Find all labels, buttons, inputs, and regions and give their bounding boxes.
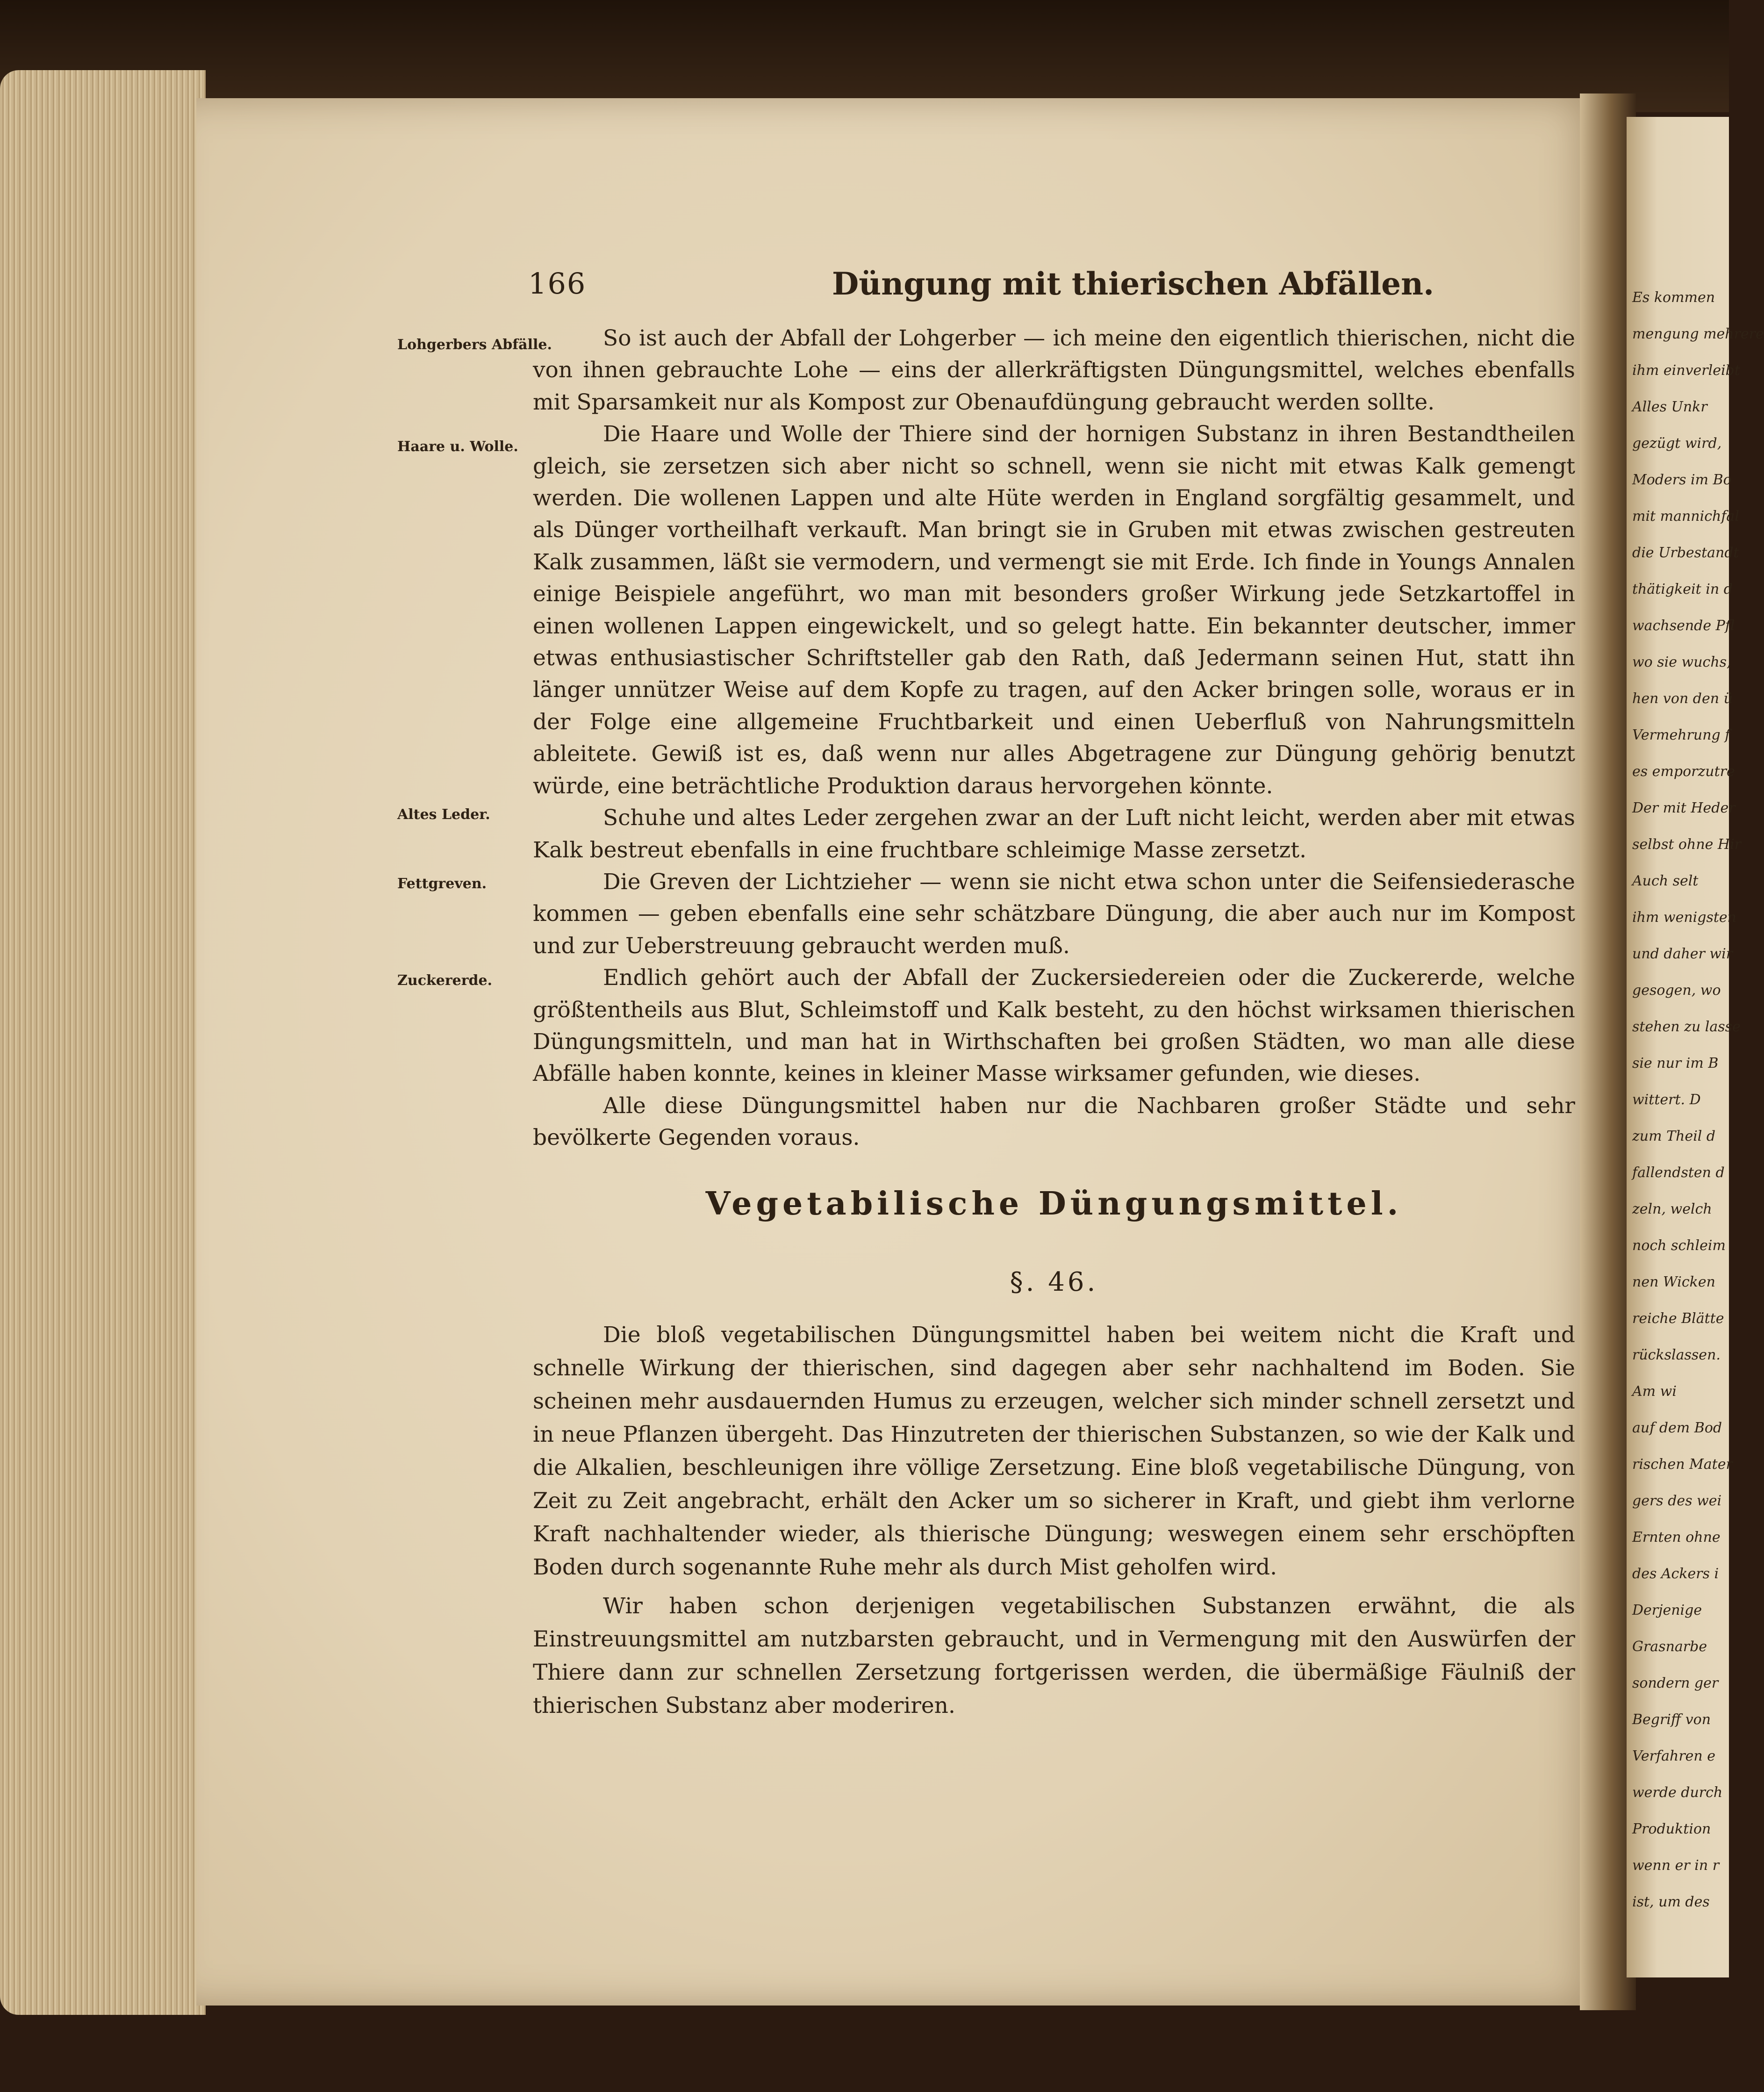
right-page-line: gers des wei — [1632, 1493, 1722, 1509]
right-page-line: rückslassen. — [1632, 1347, 1721, 1363]
right-page-line: gezügt wird, — [1632, 435, 1722, 452]
right-page-line: wenn er in r — [1632, 1857, 1720, 1874]
right-page-line: wo sie wuchs, — [1632, 654, 1731, 670]
right-page-line: sie nur im B — [1632, 1055, 1719, 1071]
right-page-line: Moders im Bo — [1632, 472, 1732, 488]
right-page-line: auf dem Bod — [1632, 1420, 1722, 1436]
paragraph-einstreuung: Wir haben schon derjenigen vegetabilischen Substanzen erwähnt, die als Einstreuungsmittel am nutzbarsten gebraucht, und in Vermengung mit den Auswürfen der Thiere dann zur schnellen Zersetzung fortgerissen werden, die übermäßige Fäulniß der thierischen Substanz aber moderiren. — [533, 1593, 1575, 1718]
right-page-line: selbst ohne Hir — [1632, 836, 1742, 853]
right-page-line: ist, um des — [1632, 1894, 1710, 1910]
right-page-line: hen von den ü — [1632, 690, 1733, 707]
paragraph-vegetabilisch: Die bloß vegetabilischen Düngungsmittel haben bei weitem nicht die Kraft und schnelle Wirkung der thierischen, sind dagegen aber sehr nachhaltend im Boden. Sie scheinen mehr ausdauernden Humus zu erzeugen, welcher sich minder schnell zersetzt und in neue Pflanzen übergeht. Das Hinzutreten der thierischen Substanzen, so wie der Kalk und die Alkalien, beschleunigen ihre völlige Zersetzung. Eine bloß vegetabilische Düngung, von Zeit zu Zeit angebracht, erhält den Acker um so sicherer in Kraft, und giebt ihm verlorne Kraft nachhaltender wieder, als thierische Düngung; weswegen einem sehr erschöpften Boden durch sogenannte Ruhe mehr als durch Mist geholfen wird. — [533, 1322, 1575, 1580]
right-page-line: und daher wir — [1632, 946, 1733, 962]
running-head: Düngung mit thierischen Abfällen. — [832, 266, 1434, 302]
page-edges — [0, 70, 206, 2015]
paragraph-altes-leder: Schuhe und altes Leder zergehen zwar an der Luft nicht leicht, werden aber mit etwas Kalk bestreut ebenfalls in eine fruchtbare schleimige Masse zersetzt. — [533, 805, 1575, 863]
right-page-line: Produktion — [1632, 1821, 1711, 1837]
right-page-line: fallendsten d — [1632, 1165, 1725, 1181]
right-page-line: die Urbestandt — [1632, 545, 1739, 561]
section-title: Vegetabilische Düngungsmittel. — [705, 1185, 1403, 1222]
right-page-line: es emporzutre — [1632, 763, 1735, 780]
right-page-line: ihm einverleibt — [1632, 362, 1740, 379]
margin-note-zuckererde: Zuckererde. — [397, 972, 493, 989]
right-page-line: Derjenige — [1632, 1602, 1702, 1618]
right-page-line: sondern ger — [1632, 1675, 1719, 1691]
margin-note-haare: Haare u. Wolle. — [397, 439, 518, 455]
right-page-line: wittert. D — [1632, 1092, 1701, 1108]
right-page-fragment — [1627, 117, 1764, 1977]
right-page-line: Grasnarbe — [1632, 1639, 1707, 1655]
body-text-bottom — [533, 1318, 1575, 1722]
right-page-line: wachsende Pfl — [1632, 618, 1735, 634]
right-page-line: ihm wenigsten — [1632, 909, 1736, 926]
right-page-line: Begriff von — [1632, 1711, 1711, 1728]
paragraph-zuckererde: Endlich gehört auch der Abfall der Zuckersiedereien oder die Zuckererde, welche größtentheils aus Blut, Schleimstoff und Kalk besteht, zu den höchst wirksamen thierischen Düngungsmitteln, und man hat in Wirthschaften bei großen Städten, wo man alle diese Abfälle haben konnte, keines in kleiner Masse wirksamer gefunden, wie dieses. — [533, 965, 1575, 1087]
right-page-line: Vermehrung f — [1632, 727, 1730, 743]
right-page-line: zeln, welch — [1632, 1201, 1712, 1217]
paragraph-lohgerber: So ist auch der Abfall der Lohgerber — ich meine den eigentlich thierischen, nicht die von ihnen gebrauchte Lohe — eins der allerkräftigsten Düngungsmittel, welches ebenfalls mit Sparsamkeit nur als Kompost zur Obenaufdüngung gebraucht werden sollte. — [533, 325, 1575, 415]
paragraph-haare-wolle: Die Haare und Wolle der Thiere sind der hornigen Substanz in ihren Bestandtheilen gleich, sie zersetzen sich aber nicht so schnell, wenn sie nicht mit etwas Kalk gemengt werden. Die wollenen Lappen und alte Hüte werden in England sorgfältig gesammelt, und als Dünger vortheilhaft verkauft. Man bringt sie in Gruben mit etwas zwischen gestreuten Kalk zusammen, läßt sie vermodern, und vermengt sie mit Erde. Ich finde in Youngs Annalen einige Beispiele angeführt, wo man mit besonders großer Wirkung jede Setzkartoffel in einen wollenen Lappen eingewickelt, und so gelegt hatte. Ein bekannter deutscher, immer etwas enthusiastischer Schriftsteller gab den Rath, daß Jedermann seinen Hut, statt ihn länger unnützer Weise auf dem Kopfe zu tragen, auf den Acker bringen solle, woraus er in der Folge eine allgemeine Fruchtbarkeit und einen Ueberfluß von Nahrungsmitteln ableitete. Gewiß ist es, daß wenn nur alles Abgetragene zur Düngung gehörig benutzt würde, eine beträchtliche Produktion daraus hervorgehen könnte. — [533, 421, 1575, 799]
right-page-line: Verfahren e — [1632, 1748, 1716, 1764]
right-page-line: noch schleim — [1632, 1237, 1726, 1254]
right-page-line: werde durch — [1632, 1784, 1723, 1801]
margin-note-fettgreven: Fettgreven. — [397, 876, 487, 892]
right-page-line: zum Theil d — [1632, 1128, 1716, 1144]
page-number: 166 — [528, 266, 587, 301]
paragraph-nachbaren: Alle diese Düngungsmittel haben nur die Nachbaren großer Städte und sehr bevölkerte Gegenden voraus. — [533, 1093, 1575, 1151]
body-text-top — [533, 323, 1575, 1154]
right-page-line: nen Wicken — [1632, 1274, 1715, 1290]
right-page-line: des Ackers i — [1632, 1566, 1719, 1582]
right-page-line: stehen zu lasse — [1632, 1019, 1741, 1035]
right-page-line: Am wi — [1632, 1383, 1677, 1400]
margin-note-lohgerber: Lohgerbers Abfälle. — [397, 337, 552, 353]
paragraph-greven: Die Greven der Lichtzieher — wenn sie nicht etwa schon unter die Seifensiederasche kommen — geben ebenfalls eine sehr schätzbare Düngung, die aber auch nur im Kompost und zur Ueberstreuung gebraucht werden muß. — [533, 869, 1575, 959]
right-page-line: Alles Unkr — [1632, 399, 1707, 415]
right-page-line: gesogen, wo — [1632, 982, 1721, 999]
right-page-line: Der mit Heder — [1632, 800, 1735, 816]
right-page-line: Ernten ohne — [1632, 1529, 1721, 1546]
section-number: §. 46. — [1010, 1267, 1098, 1297]
right-page-line: reiche Blätte — [1632, 1310, 1724, 1327]
right-page-line: Auch selt — [1632, 873, 1699, 889]
right-page-line: mengung mehrere — [1632, 326, 1764, 342]
right-page-line: thätigkeit in d — [1632, 581, 1733, 597]
book-cover-top — [0, 0, 1729, 112]
right-page-line: mit mannichfal — [1632, 508, 1739, 525]
margin-note-leder: Altes Leder. — [397, 806, 490, 823]
right-page-line: rischen Mater — [1632, 1456, 1733, 1473]
right-page-line: Es kommen — [1632, 289, 1715, 306]
